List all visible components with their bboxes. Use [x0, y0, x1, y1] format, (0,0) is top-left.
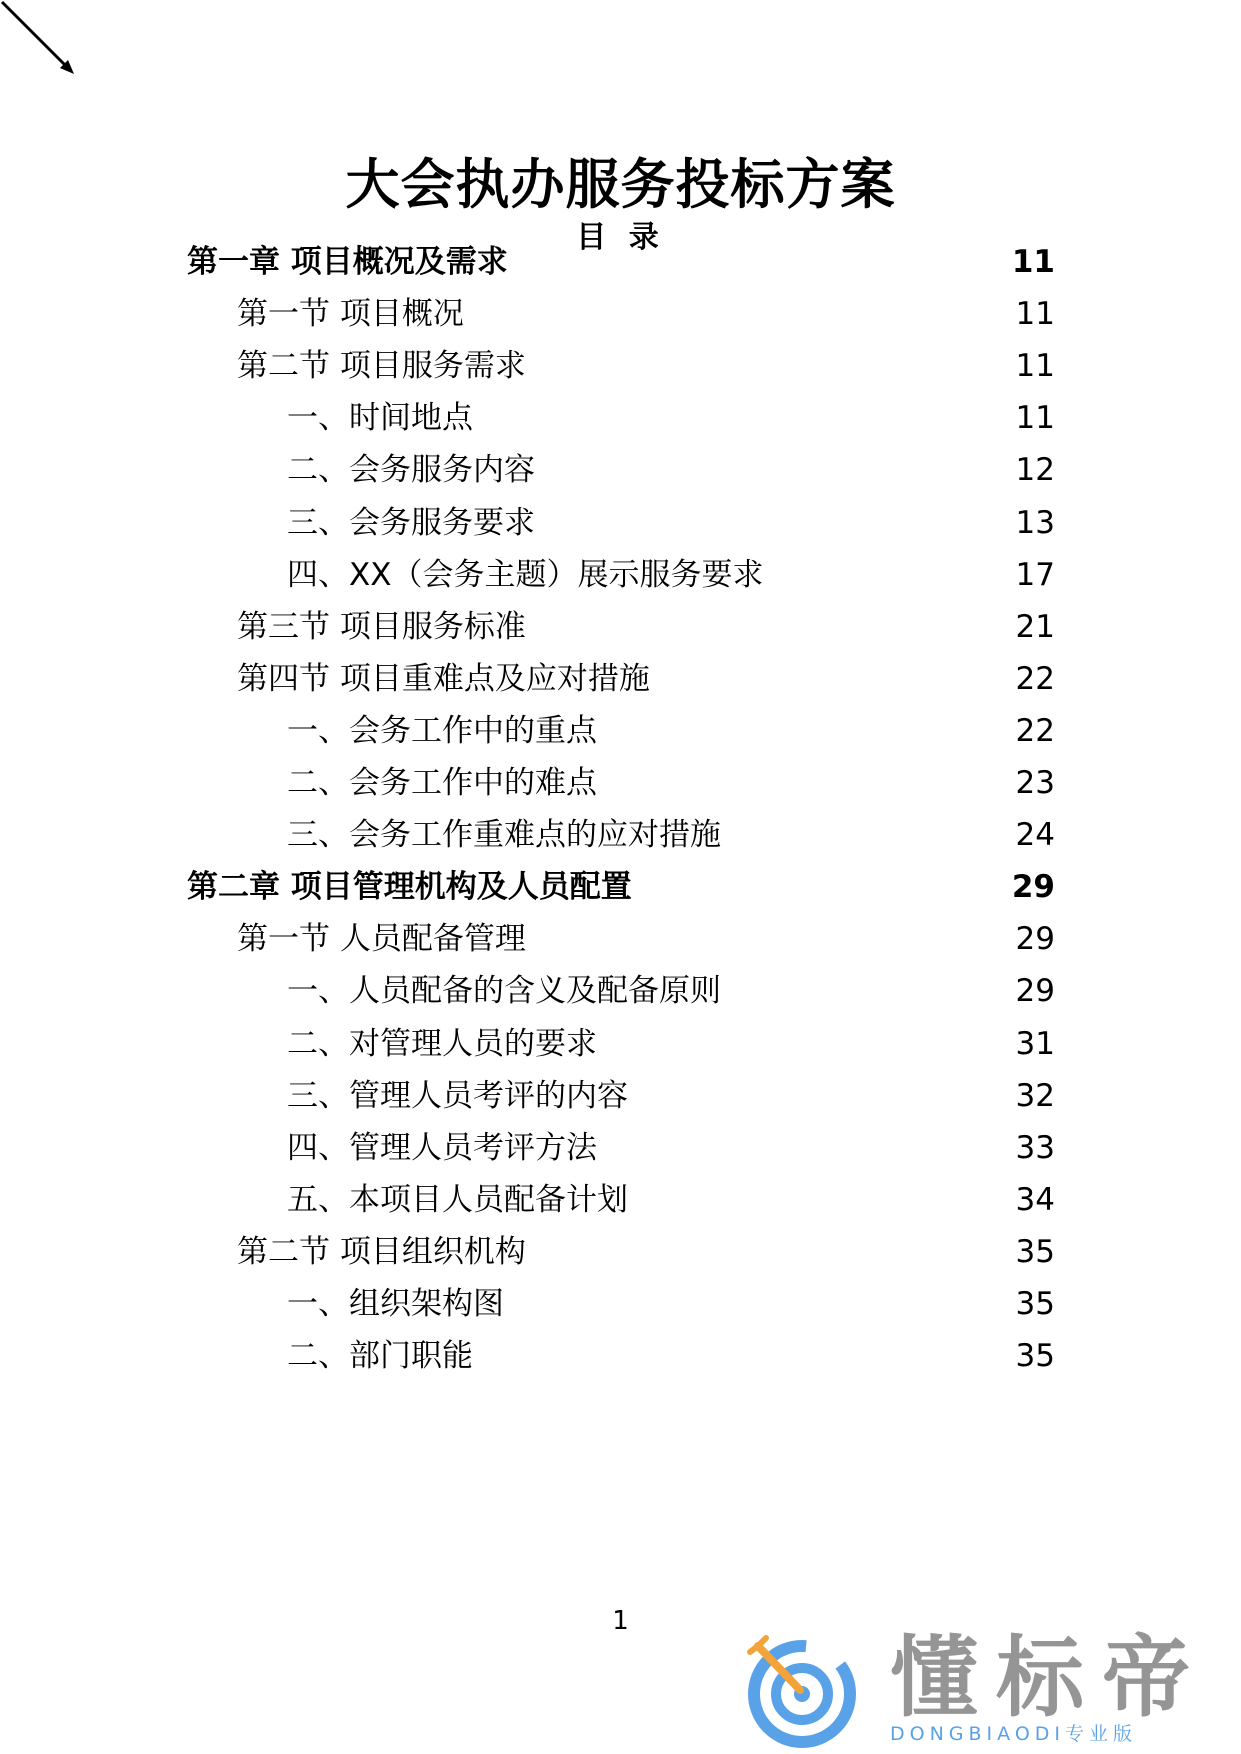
toc-entry-page-number: 13 [1015, 504, 1055, 541]
page-number: 1 [612, 1606, 629, 1636]
toc-entry-title: 二、对管理人员的要求 [287, 1025, 597, 1062]
toc-entry-title: 第三节 项目服务标准 [237, 608, 526, 645]
toc-entry[interactable] [0, 1015, 1241, 1073]
toc-entry[interactable] [0, 389, 1241, 447]
toc-entry-title: 第一节 人员配备管理 [237, 921, 526, 958]
toc-entry-page-number: 35 [1015, 1338, 1055, 1375]
toc-entry-page-number: 11 [1011, 244, 1055, 280]
toc-entry-page-number: 22 [1015, 712, 1055, 749]
toc-entry-title: 一、人员配备的含义及配备原则 [287, 973, 721, 1010]
toc-entry-title: 第一节 项目概况 [237, 296, 464, 333]
toc-entry-page-number: 29 [1015, 921, 1055, 958]
toc-heading: 目 录 [576, 220, 665, 255]
toc-entry-page-number: 35 [1015, 1286, 1055, 1322]
toc-entry-title: 二、会务服务内容 [287, 452, 535, 489]
toc-entry[interactable] [0, 754, 1241, 812]
toc-entry[interactable] [0, 1275, 1241, 1333]
watermark-brand-name: 懂标帝 [890, 1626, 1209, 1729]
toc-entry-page-number: 29 [1011, 869, 1055, 906]
toc-entry[interactable] [0, 858, 1241, 916]
toc-entry-title: 第一章 项目概况及需求 [187, 244, 508, 280]
toc-entry-page-number: 24 [1015, 817, 1055, 854]
toc-entry-title: 第四节 项目重难点及应对措施 [237, 660, 650, 697]
toc-entry-title: 第二节 项目组织机构 [237, 1233, 526, 1270]
watermark [740, 1628, 1220, 1748]
toc-entry-page-number: 21 [1015, 608, 1055, 645]
toc-entry[interactable] [0, 285, 1241, 343]
toc-entry-page-number: 11 [1015, 296, 1055, 333]
toc-entry-title: 一、会务工作中的重点 [287, 712, 597, 749]
toc-entry[interactable] [0, 1327, 1241, 1385]
toc-entry-page-number: 33 [1015, 1129, 1055, 1166]
toc-entry-title: 四、XX（会务主题）展示服务要求 [287, 556, 764, 593]
toc-entry-page-number: 11 [1015, 400, 1055, 437]
toc-entry[interactable] [0, 546, 1241, 604]
toc-entry[interactable] [0, 1067, 1241, 1125]
toc-entry[interactable] [0, 494, 1241, 552]
toc-entry-page-number: 11 [1015, 348, 1055, 385]
toc-entry[interactable] [0, 598, 1241, 656]
toc-entry[interactable] [0, 233, 1241, 291]
toc-entry[interactable] [0, 962, 1241, 1020]
toc-entry[interactable] [0, 441, 1241, 499]
corner-arrow-icon [0, 0, 90, 90]
toc-entry-page-number: 35 [1015, 1233, 1055, 1270]
toc-entry-title: 一、组织架构图 [287, 1286, 504, 1322]
toc-entry[interactable] [0, 1223, 1241, 1281]
toc-entry-page-number: 17 [1015, 556, 1055, 593]
toc-entry-page-number: 23 [1015, 765, 1055, 801]
toc-entry[interactable] [0, 806, 1241, 864]
toc-entry-page-number: 29 [1015, 973, 1055, 1010]
toc-entry-title: 二、部门职能 [287, 1338, 473, 1375]
toc-entry-title: 三、会务工作重难点的应对措施 [287, 817, 721, 854]
toc-entry-title: 三、会务服务要求 [287, 504, 535, 541]
watermark-subtitle: DONGBIAODI专业版 [890, 1723, 1138, 1745]
target-logo-icon [744, 1632, 864, 1748]
toc-entry-title: 三、管理人员考评的内容 [287, 1077, 628, 1114]
toc-entry[interactable] [0, 1119, 1241, 1177]
toc-entry-page-number: 32 [1015, 1077, 1055, 1114]
document-title: 大会执办服务投标方案 [345, 153, 896, 216]
toc-entry[interactable] [0, 1171, 1241, 1229]
toc-entry-page-number: 31 [1015, 1025, 1055, 1062]
toc-entry[interactable] [0, 650, 1241, 708]
toc-entry[interactable] [0, 702, 1241, 760]
toc-entry[interactable] [0, 337, 1241, 395]
toc-entry-title: 五、本项目人员配备计划 [287, 1181, 628, 1218]
toc-entry-page-number: 22 [1015, 660, 1055, 697]
toc-entry-page-number: 34 [1015, 1181, 1055, 1218]
toc-entry[interactable] [0, 910, 1241, 968]
toc-entry-title: 一、时间地点 [287, 400, 473, 437]
toc-entry-page-number: 12 [1015, 452, 1055, 489]
toc-entry-title: 四、管理人员考评方法 [287, 1129, 597, 1166]
toc-entry-title: 二、会务工作中的难点 [287, 765, 597, 801]
toc-entry-title: 第二节 项目服务需求 [237, 348, 526, 385]
toc-entry-title: 第二章 项目管理机构及人员配置 [187, 869, 632, 906]
